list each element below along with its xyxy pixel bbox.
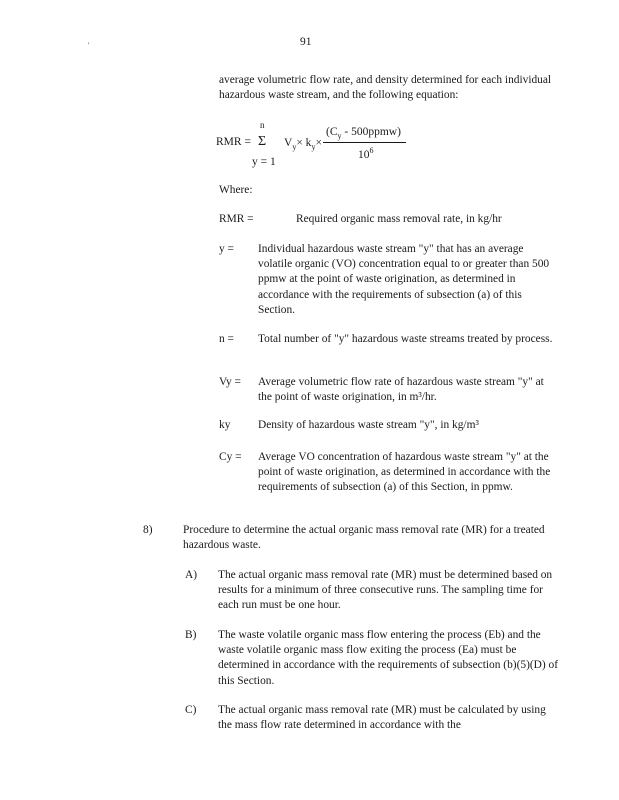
page-number: 91 <box>300 36 312 48</box>
subitem-b-label: B) <box>185 629 197 641</box>
def-term-ky: ky <box>219 419 231 431</box>
subitem-a-text: The actual organic mass removal rate (MR) must be determined based on results for a minimum of three consecutive runs. The sampling time for each run must be one hour. <box>218 569 553 612</box>
rmr-equation <box>216 120 516 180</box>
subitem-c-text: The actual organic mass removal rate (MR) must be calculated by using the mass flow rate determined in accordance with the <box>218 704 546 732</box>
item-8-text: Procedure to determine the actual organic mass removal rate (MR) for a treated hazardous waste. <box>183 524 545 552</box>
intro-paragraph: average volumetric flow rate, and density determined for each individual hazardous waste stream, and the following equation: <box>219 74 552 102</box>
fraction-line <box>323 142 406 143</box>
margin-mark: ' <box>88 41 90 50</box>
sum-upper-limit: n <box>260 120 265 130</box>
equation-denominator: $10^6$ <box>358 146 374 161</box>
item-8-label: 8) <box>143 524 153 536</box>
def-term-y: y = <box>219 243 234 255</box>
def-text-n: Total number of "y" hazardous waste streams treated by process. <box>258 333 553 345</box>
def-text-rmr: Required organic mass removal rate, in kg/hr <box>296 213 502 225</box>
def-term-cy: Cy = <box>219 451 242 463</box>
def-term-vy: Vy = <box>219 376 241 388</box>
def-text-ky: Density of hazardous waste stream "y", in kg/m³ <box>258 419 479 431</box>
sum-symbol: Σ <box>258 134 267 149</box>
equation-lhs: RMR = <box>216 136 251 148</box>
where-label: Where: <box>219 184 253 196</box>
def-text-cy: Average VO concentration of hazardous waste stream "y" at the point of waste origination, as determined in accordance with the requirements of subsection (a) of this Section, in ppmw. <box>258 451 551 494</box>
subitem-c-label: C) <box>185 704 197 716</box>
def-text-y: Individual hazardous waste stream "y" that has an average volatile organic (VO) concentration equal to or greater than 500 ppmw at the point of waste origination, as determined in accordance with the requirements of subsection (a) of this Section. <box>258 243 550 316</box>
equation-numerator: ($C_y$ - 500ppmw) <box>326 126 401 141</box>
equation-term: $V_y\times k_y\times$ <box>284 137 322 152</box>
def-term-rmr: RMR = <box>219 213 254 225</box>
def-text-vy: Average volumetric flow rate of hazardous waste stream "y" at the point of waste origination, in m³/hr. <box>258 376 544 404</box>
sum-lower-limit: y = 1 <box>252 156 276 168</box>
def-term-n: n = <box>219 333 234 345</box>
subitem-b-text: The waste volatile organic mass flow entering the process (Eb) and the waste volatile organic mass flow exiting the process (Ea) must be determined in accordance with the requirements of subsection (b)(5)(D) of this Section. <box>218 629 559 687</box>
subitem-a-label: A) <box>185 569 198 581</box>
